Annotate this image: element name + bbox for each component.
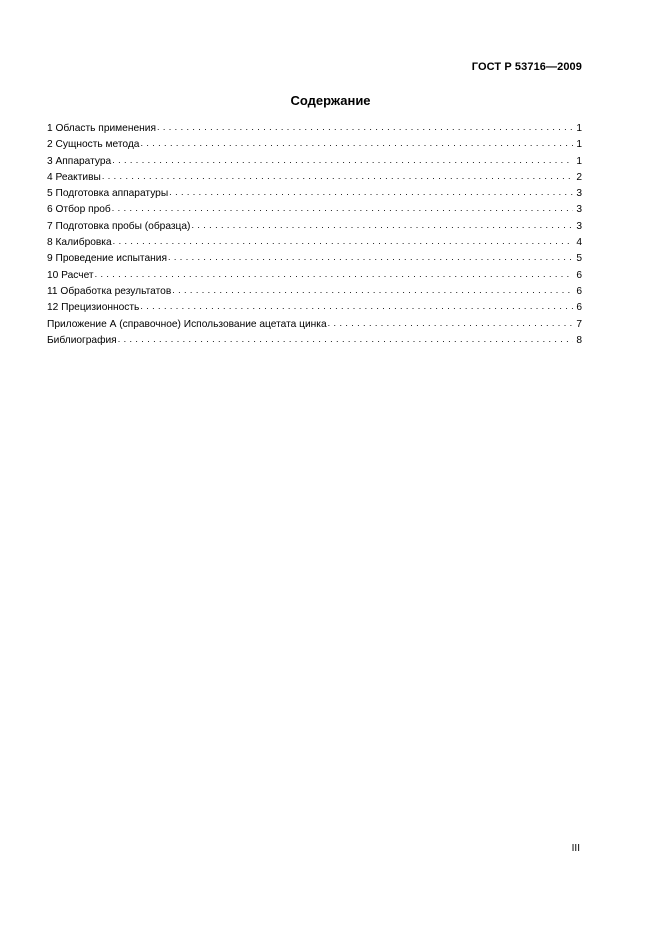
- toc-entry-page: 7: [576, 318, 582, 330]
- toc-entry[interactable]: [47, 153, 582, 169]
- toc-entry[interactable]: [47, 283, 582, 299]
- toc-entry-page: 3: [576, 204, 582, 216]
- toc-leader-dots: [140, 299, 573, 314]
- toc-leader-dots: [113, 234, 573, 249]
- toc-leader-dots: [112, 153, 573, 168]
- toc-entry-label: 5 Подготовка аппаратуры: [47, 188, 169, 200]
- toc-entry-label: 4 Реактивы: [47, 171, 101, 183]
- toc-entry[interactable]: [47, 250, 582, 266]
- toc-leader-dots: [191, 218, 573, 233]
- toc-entry-page: 3: [576, 188, 582, 200]
- toc-entry-label: 10 Расчет: [47, 269, 94, 281]
- toc-entry-page: 2: [576, 171, 582, 183]
- toc-entry[interactable]: [47, 299, 582, 315]
- toc-entry-page: 8: [576, 334, 582, 346]
- toc-entry-page: 6: [576, 269, 582, 281]
- toc-leader-dots: [328, 316, 573, 331]
- toc-entry[interactable]: [47, 332, 582, 348]
- toc-entry-label: 7 Подготовка пробы (образца): [47, 220, 191, 232]
- toc-entry-page: 5: [576, 253, 582, 265]
- toc-entry[interactable]: [47, 201, 582, 217]
- toc-entry-page: 6: [576, 285, 582, 297]
- toc-entry[interactable]: [47, 120, 582, 136]
- toc-leader-dots: [112, 201, 573, 216]
- toc-entry[interactable]: [47, 316, 582, 332]
- toc-entry[interactable]: [47, 234, 582, 250]
- toc-entry[interactable]: [47, 185, 582, 201]
- document-code: ГОСТ Р 53716—2009: [471, 61, 582, 73]
- toc-leader-dots: [102, 169, 573, 184]
- toc-title-text: Содержание: [290, 93, 371, 108]
- toc-entry-label: 12 Прецизионность: [47, 302, 140, 314]
- toc-entry-label: 8 Калибровка: [47, 237, 112, 249]
- toc-entry[interactable]: [47, 218, 582, 234]
- toc-leader-dots: [95, 267, 573, 282]
- toc-entry-label: Библиография: [47, 334, 117, 346]
- table-of-contents: [47, 120, 582, 348]
- toc-leader-dots: [172, 283, 573, 298]
- toc-entry-page: 1: [576, 139, 582, 151]
- toc-leader-dots: [157, 120, 573, 135]
- toc-entry-label: 9 Проведение испытания: [47, 253, 167, 265]
- toc-entry[interactable]: [47, 267, 582, 283]
- toc-title: [0, 93, 661, 108]
- toc-entry[interactable]: [47, 136, 582, 152]
- toc-leader-dots: [118, 332, 573, 347]
- page-number: III: [571, 843, 580, 854]
- toc-entry-page: 1: [576, 155, 582, 167]
- toc-entry-label: 2 Сущность метода: [47, 139, 140, 151]
- toc-leader-dots: [140, 136, 573, 151]
- toc-leader-dots: [169, 185, 573, 200]
- toc-entry-label: 3 Аппаратура: [47, 155, 112, 167]
- toc-entry-label: Приложение А (справочное) Использование ацетата цинка: [47, 318, 327, 330]
- toc-entry-page: 6: [576, 302, 582, 314]
- toc-entry-page: 3: [576, 220, 582, 232]
- toc-entry-label: 1 Область применения: [47, 123, 156, 134]
- toc-entry-label: 11 Обработка результатов: [47, 285, 172, 297]
- toc-entry-label: 6 Отбор проб: [47, 204, 111, 216]
- toc-leader-dots: [168, 250, 573, 265]
- toc-entry-page: 4: [576, 237, 582, 249]
- toc-entry-page: 1: [576, 123, 582, 134]
- toc-entry[interactable]: [47, 169, 582, 185]
